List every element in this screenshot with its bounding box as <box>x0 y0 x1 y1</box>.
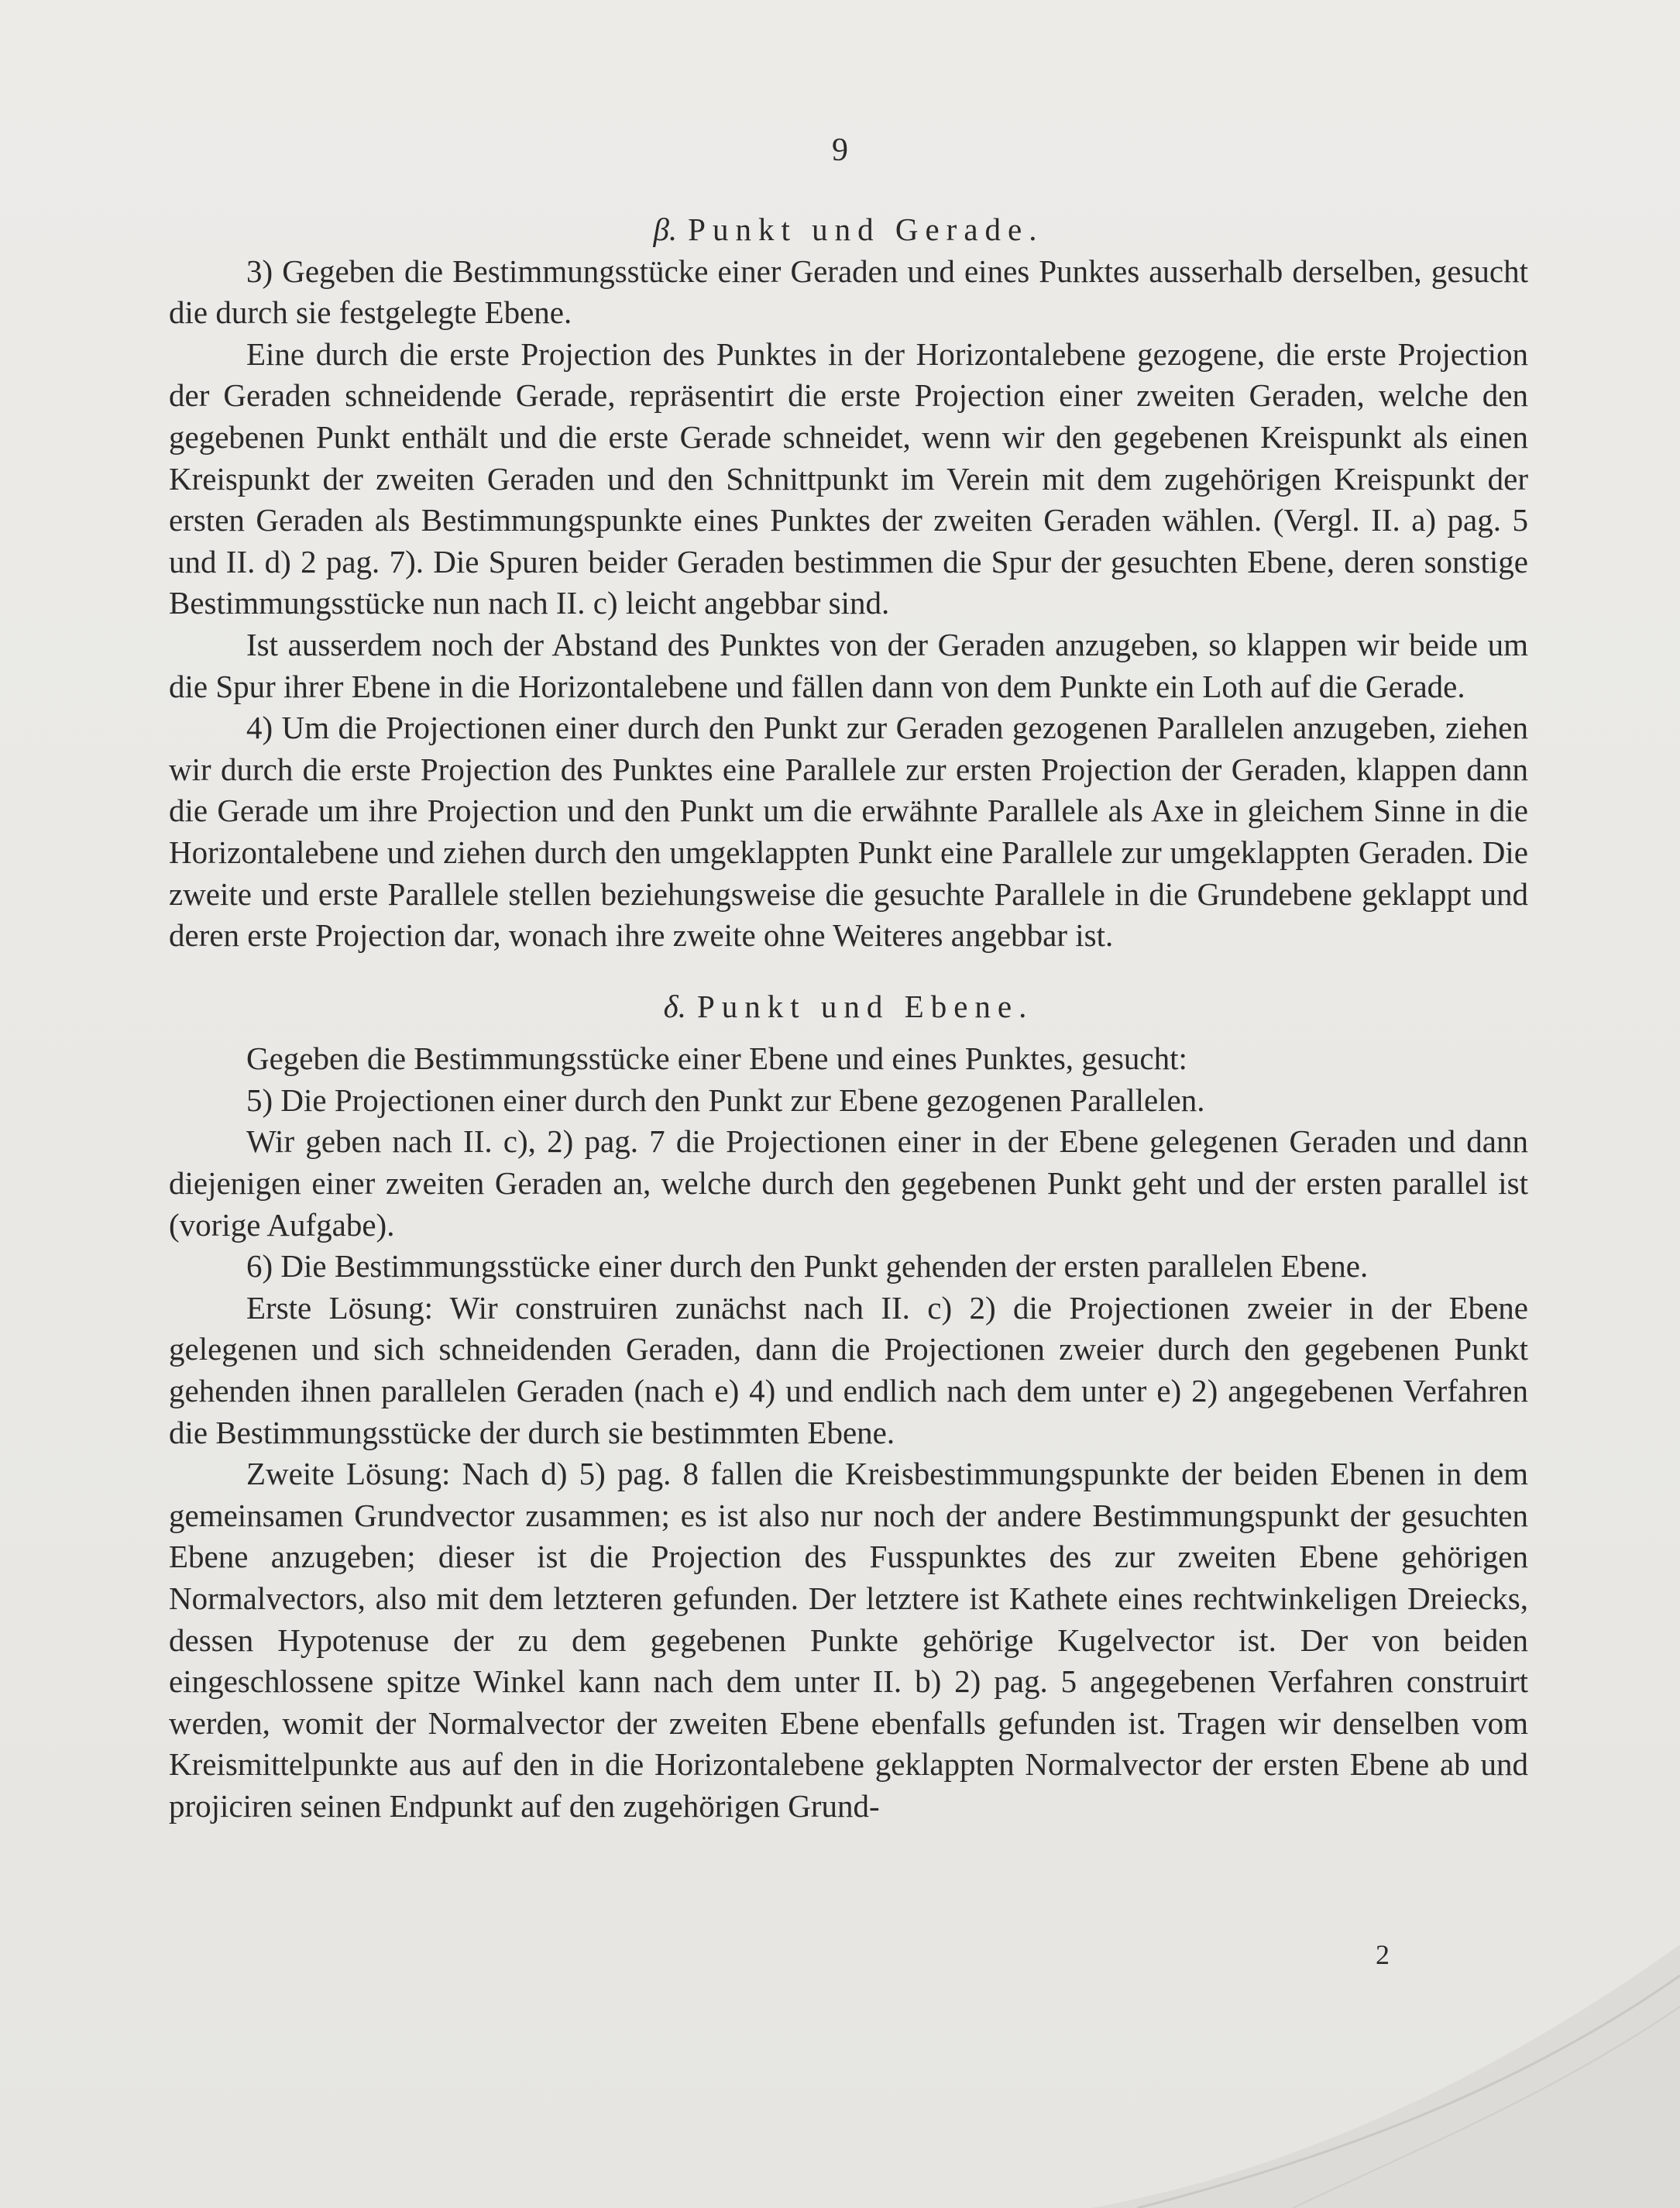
paragraph: 5) Die Projectionen einer durch den Punkt zur Ebene gezogenen Parallelen. <box>246 1082 1205 1118</box>
section-title: Punkt und Ebene. <box>696 988 1034 1024</box>
paragraph: Wir geben nach II. c), 2) pag. 7 die Projectionen einer in der Ebene gelegenen Geraden und dann diejenigen einer zweiten Geraden an, welche durch den gegebenen Punkt geht und der ersten parallel ist (vorige Aufgabe). <box>169 1123 1528 1243</box>
section-symbol: δ. <box>663 988 686 1024</box>
paragraph: Zweite Lösung: Nach d) 5) pag. 8 fallen die Kreisbestimmungspunkte der beiden Ebenen in dem gemeinsamen Grundvector zusammen; es ist also nur noch der andere Bestimmungspunkt der gesuchten Ebene anzugeben; dieser ist die Projection des Fusspunktes des zur zweiten Ebene gehörigen Normalvectors, also mit dem letzteren gefunden. Der letztere ist Kathete eines rechtwinkeligen Dreiecks, dessen Hypotenuse der zu dem gegebenen Punkte gehörige Kugelvector ist. Der von beiden eingeschlossene spitze Winkel kann nach dem unter II. b) 2) pag. 5 angegebenen Verfahren construirt werden, womit der Normalvector der zweiten Ebene ebenfalls gefunden ist. Tragen wir denselben vom Kreismittelpunkte aus auf den in die Horizontalebene geklappten Normalvector der ersten Ebene ab und projiciren seinen Endpunkt auf den zugehörigen Grund- <box>169 1456 1528 1824</box>
page-curl-shadow <box>1091 1945 1680 2208</box>
paragraph: Erste Lösung: Wir construiren zunächst nach II. c) 2) die Projectionen zweier in der Ebene gelegenen und sich schneidenden Geraden, dann die Projectionen zweier durch den gegebenen Punkt gehenden ihnen parallelen Geraden (nach e) 4) und endlich nach dem unter e) 2) angegebenen Verfahren die Bestimmungsstücke der durch sie bestimmten Ebene. <box>169 1289 1528 1450</box>
section-heading-beta <box>169 209 1528 251</box>
section-heading-delta <box>169 986 1528 1028</box>
paragraph: 4) Um die Projectionen einer durch den Punkt zur Geraden gezogenen Parallelen anzugeben, ziehen wir durch die erste Projection des Punktes eine Parallele zur ersten Projection der Geraden, klappen dann die Gerade um ihre Projection und den Punkt um die erwähnte Parallele als Axe in gleichem Sinne in die Horizontalebene und ziehen durch den umgeklappten Punkt eine Parallele zur umgeklappten Geraden. Die zweite und erste Parallele stellen beziehungsweise die gesuchte Parallele in die Grundebene geklappt und deren erste Projection dar, wonach ihre zweite ohne Weiteres angebbar ist. <box>169 710 1528 954</box>
page-number: 9 <box>832 132 848 168</box>
section-title: Punkt und Gerade. <box>688 212 1044 247</box>
page-body <box>169 209 1528 1828</box>
paragraph: Gegeben die Bestimmungsstücke einer Ebene und eines Punktes, gesucht: <box>246 1040 1187 1077</box>
paragraph: Eine durch die erste Projection des Punktes in der Horizontalebene gezogene, die erste Projection der Geraden schneidende Gerade, repräsentirt die erste Projection einer zweiten Geraden, welche den gegebenen Punkt enthält und die erste Gerade schneidet, wenn wir den gegebenen Kreispunkt als einen Kreispunkt der zweiten Geraden und den Schnittpunkt im Verein mit dem zugehörigen Kreispunkt der ersten Geraden als Bestimmungspunkte eines Punktes der zweiten Geraden wählen. (Vergl. II. a) pag. 5 und II. d) 2 pag. 7). Die Spuren beider Geraden bestimmen die Spur der gesuchten Ebene, deren sonstige Bestimmungsstücke nun nach II. c) leicht angebbar sind. <box>169 335 1528 621</box>
paragraph: 6) Die Bestimmungsstücke einer durch den Punkt gehenden der ersten parallelen Ebene. <box>246 1248 1369 1285</box>
signature-mark: 2 <box>1376 1939 1390 1970</box>
section-symbol: β. <box>653 212 678 247</box>
paragraph: Ist ausserdem noch der Abstand des Punktes von der Geraden anzugeben, so klappen wir beide um die Spur ihrer Ebene in die Horizontalebene und fällen dann von dem Punkte ein Loth auf die Gerade. <box>169 626 1528 704</box>
paragraph: 3) Gegeben die Bestimmungsstücke einer Geraden und eines Punktes ausserhalb derselben, gesucht die durch sie festgelegte Ebene. <box>169 253 1528 331</box>
